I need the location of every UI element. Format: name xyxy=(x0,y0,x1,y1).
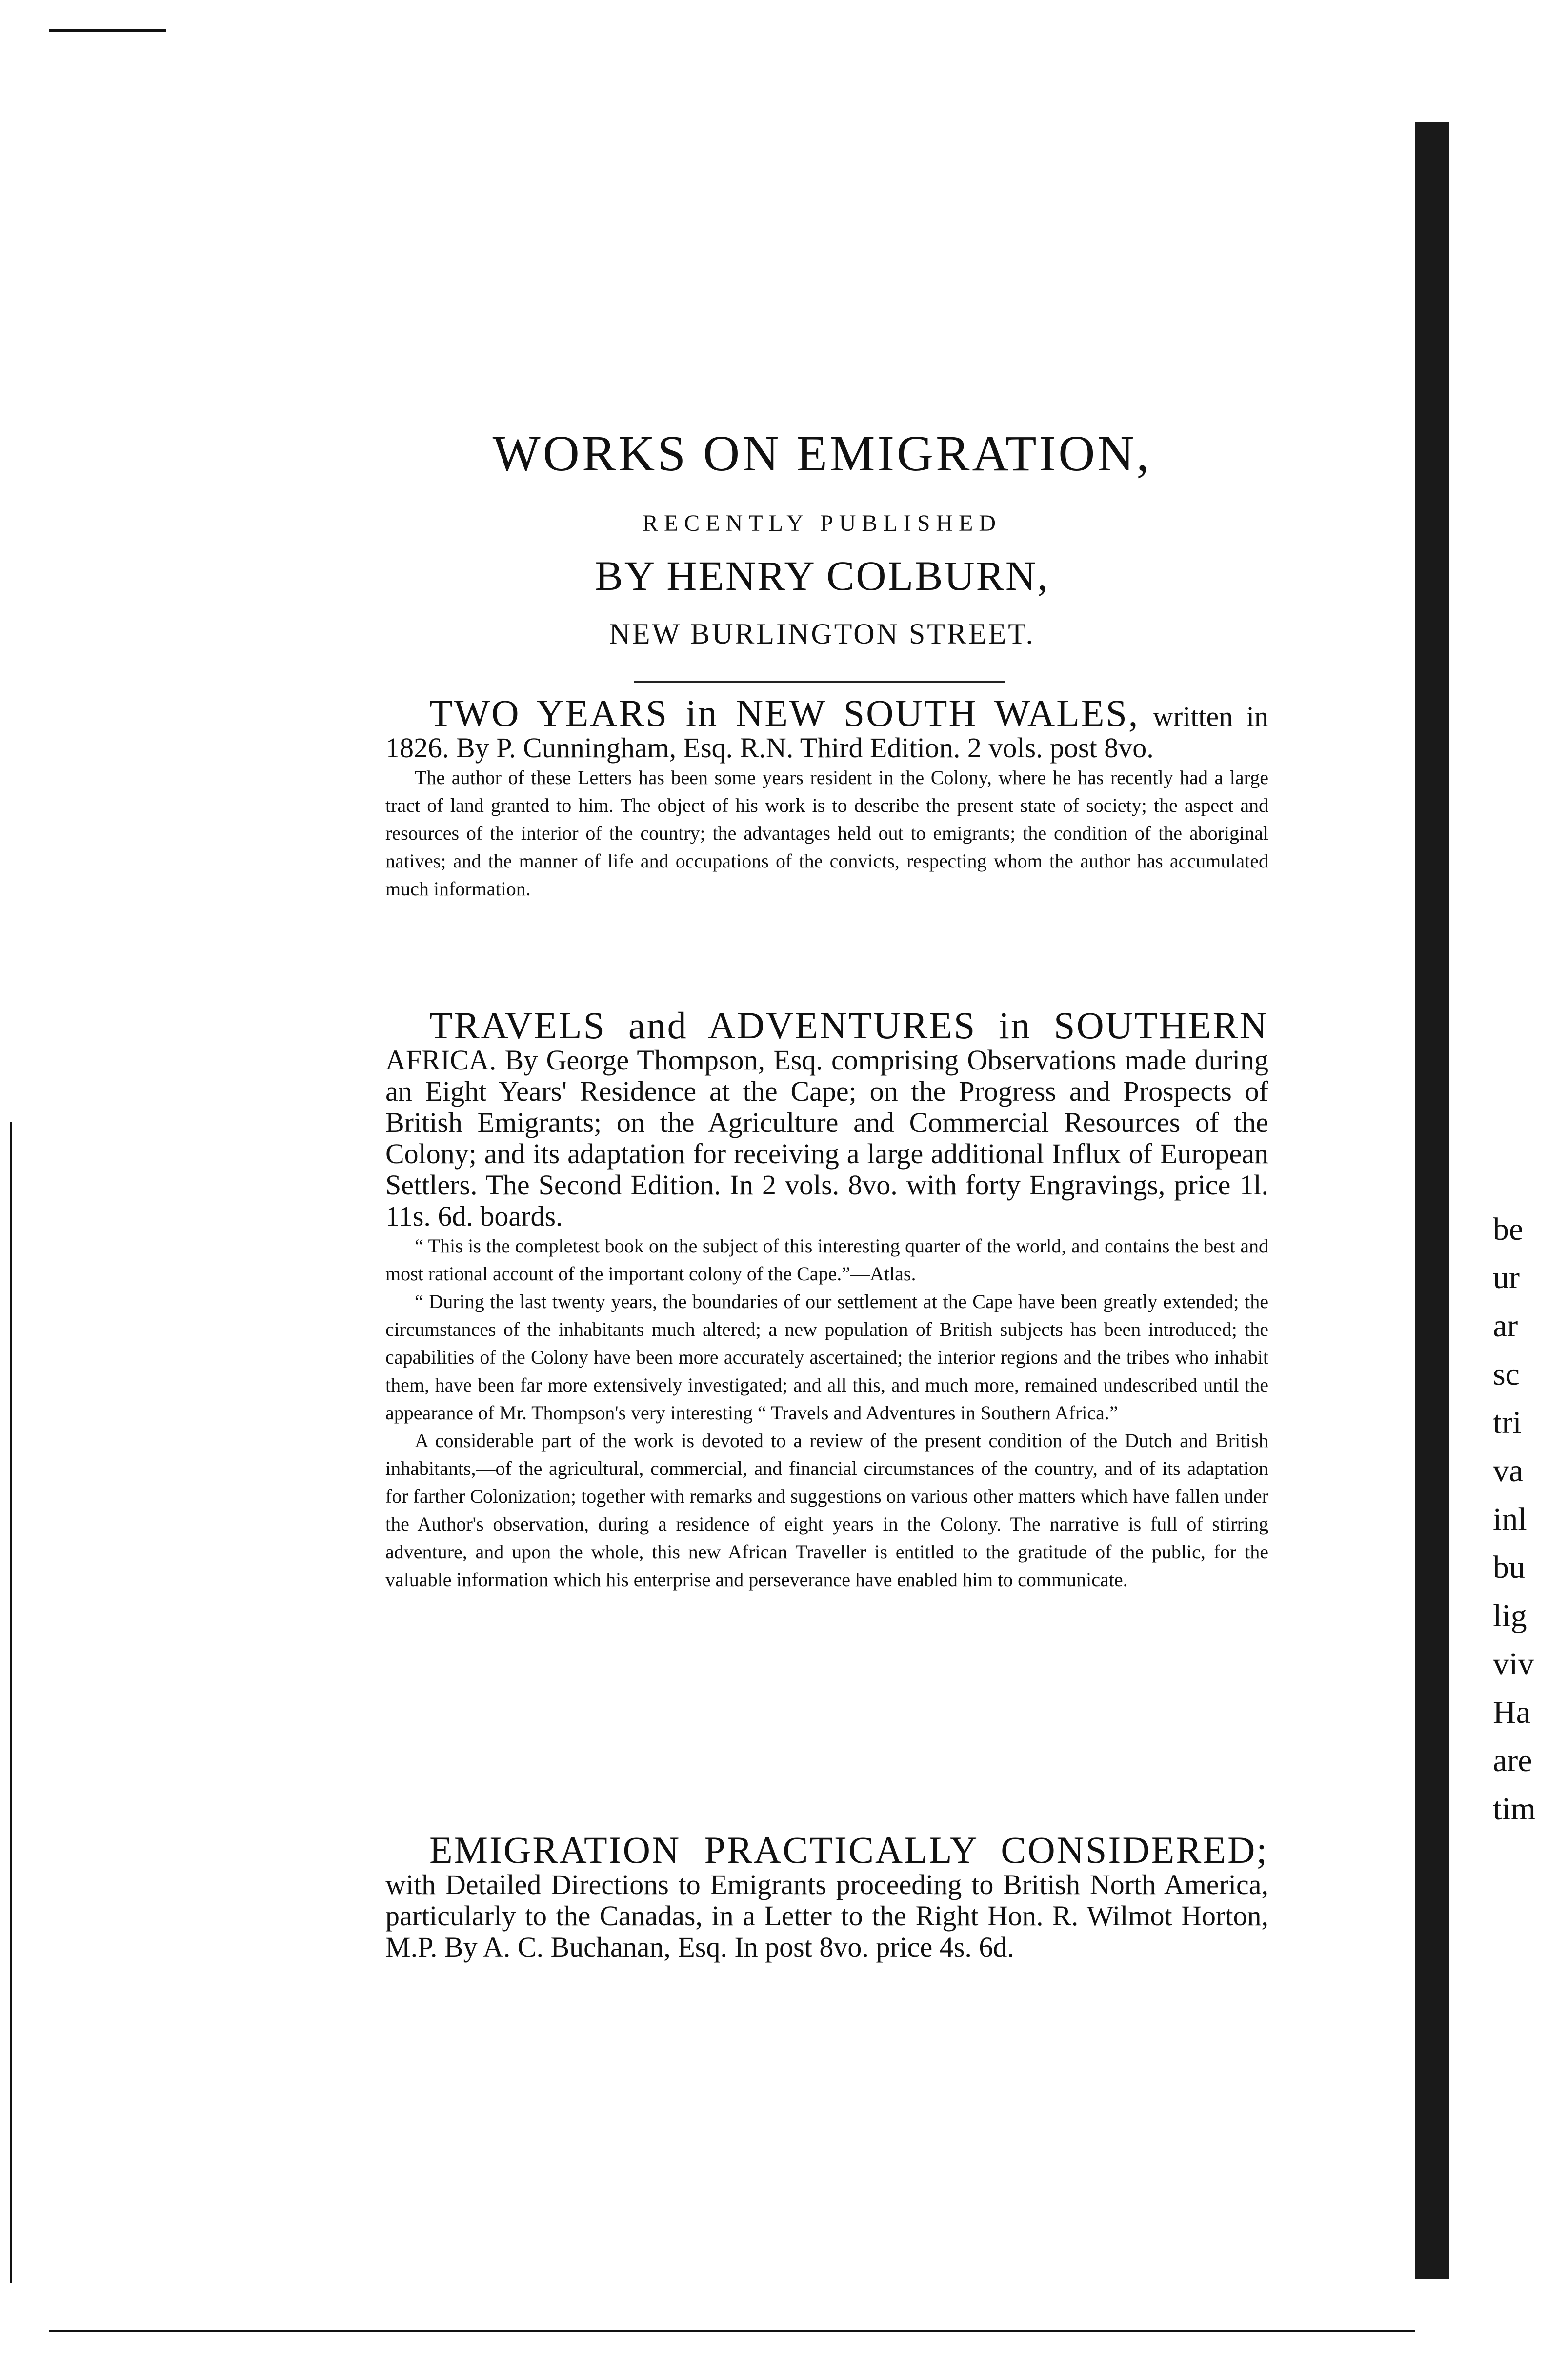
bottom-edge-line xyxy=(49,2330,1415,2332)
fragment-line: sc xyxy=(1493,1356,1520,1392)
fragment-line: ur xyxy=(1493,1260,1520,1295)
page-title: WORKS ON EMIGRATION, xyxy=(492,425,1152,482)
entry-heading xyxy=(385,692,1269,764)
book-entry-emigration-considered xyxy=(385,1829,1268,1963)
header-divider xyxy=(634,681,1005,683)
fragment-line: ar xyxy=(1493,1308,1518,1344)
fragment-line: tri xyxy=(1493,1405,1522,1440)
fragment-line: tim xyxy=(1493,1791,1536,1827)
fragment-line: are xyxy=(1493,1743,1532,1778)
page-subtitle: RECENTLY PUBLISHED xyxy=(642,510,1002,536)
entry-description: A considerable part of the work is devoted to a review of the present condition of the Dutch and British inhabitants,—of the agricultural, commercial, and financial circumstances of the country, and of its adaptation for farther Colonization; together with remarks and suggestions on various other matters which have fallen under the Author's observation, during a residence of eight years in the Colony. The narrative is full of stirring adventure, and upon the whole, this new African Traveller is entitled to the gratitude of the public, for the valuable information which his enterprise and perseverance have enabled him to communicate. xyxy=(385,1430,1268,1591)
entry-details: with Detailed Directions to Emigrants proceeding to British North America, particularly to the Canadas, in a Letter to the Right Hon. R. Wilmot Horton, M.P. By A. C. Buchanan, Esq. In post 8vo. price 4s. 6d. xyxy=(385,1869,1268,1963)
review-quote-atlas: “ This is the completest book on the subject of this interesting quarter of the world, and contains the best and most rational account of the important colony of the Cape.”—Atlas. xyxy=(385,1235,1268,1285)
publisher-line: BY HENRY COLBURN, xyxy=(595,552,1049,599)
entry-title: EMIGRATION PRACTICALLY CONSIDERED; xyxy=(429,1829,1268,1871)
book-entry-southern-africa xyxy=(385,1004,1268,1594)
fragment-line: bu xyxy=(1493,1550,1525,1585)
review-quote-extended: “ During the last twenty years, the boundaries of our settlement at the Cape have been greatly extended; the circumstances of the inhabitants much altered; a new population of British subjects has been introduced; the capabilities of the Colony have been more accurately ascertained; the interior regions and the tribes who inhabit them, have been far more extensively investigated; and all this, and much more, remained undescribed until the appearance of Mr. Thompson's very interesting “ Travels and Adventures in Southern Africa.” xyxy=(385,1291,1268,1424)
fragment-line: Ha xyxy=(1493,1694,1530,1730)
entry-title: TRAVELS and ADVENTURES in SOUTHERN xyxy=(429,1004,1268,1047)
fragment-line: lig xyxy=(1493,1598,1527,1634)
fragment-line: be xyxy=(1493,1211,1524,1247)
entry-title: TWO YEARS in NEW SOUTH WALES, xyxy=(429,692,1140,734)
fragment-line: viv xyxy=(1493,1646,1534,1682)
entry-details: AFRICA. By George Thompson, Esq. comprising Observations made during an Eight Years' Residence at the Cape; on the Progress and Prospects of British Emigrants; on the Agriculture and Commercial Resources of the Colony; and its adaptation for receiving a large additional Influx of European Settlers. The Second Edition. In 2 vols. 8vo. with forty Engravings, price 1l. 11s. 6d. boards. xyxy=(385,1044,1268,1232)
page-gutter-shadow xyxy=(1415,122,1449,2279)
left-edge-line xyxy=(10,1122,12,2283)
fragment-line: va xyxy=(1493,1453,1524,1489)
adjacent-page-fragments xyxy=(1493,1205,1536,1833)
fragment-line: inl xyxy=(1493,1501,1527,1537)
address-line: NEW BURLINGTON STREET. xyxy=(609,618,1035,650)
entry-heading xyxy=(385,1004,1268,1232)
entry-details: written in 1826. By P. Cunningham, Esq. R.N. Third Edition. 2 vols. post 8vo. xyxy=(385,701,1269,764)
entry-description: The author of these Letters has been some years resident in the Colony, where he has recently had a large tract of land granted to him. The object of his work is to describe the present state of society; the aspect and resources of the interior of the country; the advantages held out to emigrants; the condition of the aboriginal natives; and the manner of life and occupations of the convicts, respecting whom the author has accumulated much information. xyxy=(385,766,1268,900)
book-entry-new-south-wales xyxy=(385,692,1269,903)
top-left-edge-mark xyxy=(49,29,166,32)
entry-heading xyxy=(385,1829,1268,1963)
